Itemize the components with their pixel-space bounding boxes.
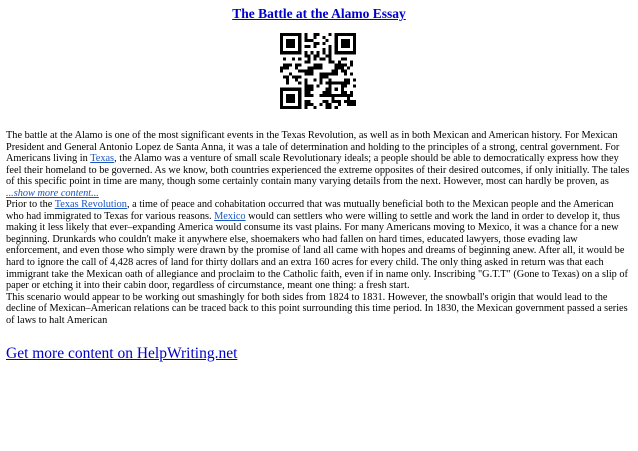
essay-body bbox=[6, 130, 632, 326]
document-title[interactable]: The Battle at the Alamo Essay bbox=[232, 6, 406, 21]
paragraph-3: This scenario would appear to be working out smashingly for both sides from 1824 to 1831. However, the snowball's origin that would lead to the decline of Mexican–American relations can be traced back to this point surrounding this time period. In 1830, the Mexican government passed a series of laws to halt American bbox=[6, 291, 628, 326]
paragraph-2-text-b: , a time of peace and cohabitation occurred that was mutually beneficial both to the Mexican people and the American who had immigrated to Texas for various reasons. bbox=[6, 199, 614, 222]
paragraph-2-text-a: Prior to the bbox=[6, 199, 55, 211]
texas-link[interactable]: Texas bbox=[90, 153, 115, 165]
show-more-row bbox=[6, 188, 632, 200]
texas-revolution-link[interactable]: Texas Revolution bbox=[54, 199, 127, 211]
paragraph-1 bbox=[6, 130, 632, 188]
show-more-link[interactable]: ...show more content... bbox=[6, 187, 99, 199]
mexico-link[interactable]: Mexico bbox=[214, 210, 246, 222]
paragraph-2-text-c: would can settlers who were willing to settle and work the land in order to develop it, thus making it less likely that ever–expanding America would consume its vast plains. For many Americans moving to Mexico, it was a chance for a new beginning. Drunkards who couldn't make it anywhere else, shoemakers who had fallen on hard times, educated lawyers, those evading law enforcement, and even those who simply were drawn by the promise of land all came with hopes and dreams of beginning anew. After all, it would be hard to ignore the call of 4,428 acres of land for thirty dollars and an extra 160 acres for every child. The only thing asked in return was that each immigrant take the Mexican oath of allegiance and proclaim to the Catholic faith, even if in name only. Inscribing "G.T.T" (Gone to Texas) on a slip of paper or etching it into their cabin door, regardless of circumstance, meant one thing: a fresh start. bbox=[6, 210, 628, 292]
paragraph-2 bbox=[6, 199, 632, 291]
get-more-content-link[interactable]: Get more content on HelpWriting.net bbox=[6, 345, 238, 362]
qr-code bbox=[280, 33, 356, 109]
paragraph-1-text-a: The battle at the Alamo is one of the most significant events in the Texas Revolution, as well as in both Mexican and American history. For Mexican President and General Antonio Lopez de Santa Anna, it was a tale of determination and holding to the principles of a strong, central government. For Americans living in bbox=[6, 130, 620, 165]
paragraph-1-text-b: , the Alamo was a venture of small scale Revolutionary ideals; a people should be able to democratically express how they feel their homeland to be governed. As we know, both countries experienced the extreme opposites of their desired outcomes, if only initially. The tales of this specific point in time are many, though some certainly contain many varying details from the next. However, most can hardly be proven, as bbox=[6, 153, 630, 188]
